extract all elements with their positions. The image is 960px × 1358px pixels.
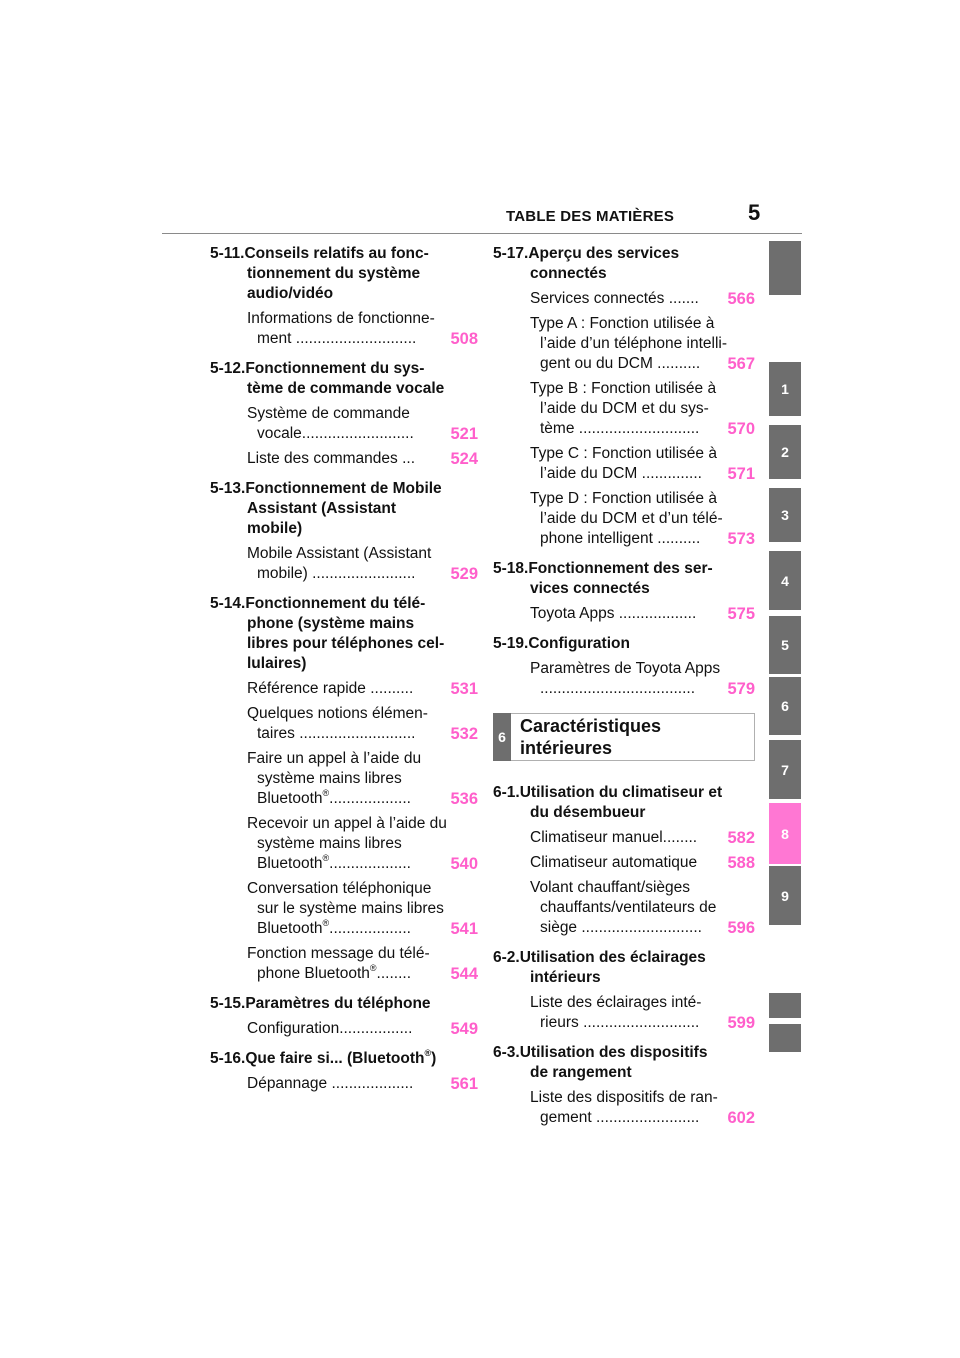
entry-text: Informations de fonctionne- (247, 310, 435, 327)
chapter-title-line: Caractéristiques (520, 716, 662, 736)
entry-text-line (530, 993, 755, 1013)
entry-text: Toyota Apps .................. (530, 605, 697, 622)
entry-text: Conversation téléphonique (247, 880, 432, 897)
page-reference-link[interactable]: 561 (450, 1075, 478, 1093)
entry-text: Services connectés ....... (530, 290, 699, 307)
entry-text: l’aide d’un téléphone intelli- (540, 335, 727, 352)
toc-entry[interactable] (210, 879, 478, 939)
entry-text: Recevoir un appel à l’aide du (247, 815, 447, 832)
entry-text: gement ........................ (540, 1109, 700, 1126)
entry-text: Dépannage ................... (247, 1075, 414, 1092)
entry-text-line (530, 604, 755, 624)
entry-text-line (530, 1088, 755, 1108)
entry-text-line (247, 704, 478, 724)
section-title-line: audio/vidéo (247, 285, 334, 302)
page-number: 5 (748, 200, 761, 225)
entry-text-line (247, 679, 478, 699)
toc-entry[interactable] (493, 379, 755, 439)
toc-entry[interactable] (210, 944, 478, 984)
toc-entry[interactable] (493, 853, 755, 873)
entry-text: Climatiseur manuel........ (530, 829, 698, 846)
entry-text-line (530, 314, 755, 334)
entry-text-line (247, 449, 478, 469)
entry-text: système mains libres (257, 835, 402, 852)
toc-section-heading[interactable] (493, 1043, 755, 1083)
header-divider (162, 233, 802, 234)
toc-entry[interactable] (210, 814, 478, 874)
toc-section-heading[interactable] (493, 783, 755, 823)
section-code: 5-14. (210, 595, 246, 612)
section-title-line: Fonctionnement du télé- (245, 595, 426, 612)
toc-entry[interactable] (493, 444, 755, 484)
page-reference-link[interactable]: 531 (450, 680, 478, 698)
chapter-number-tab: 6 (493, 713, 511, 761)
section-code: 5-11. (210, 245, 245, 262)
entry-text-line (530, 898, 755, 918)
entry-text: phone intelligent .......... (540, 530, 701, 547)
entry-text: Mobile Assistant (Assistant (247, 545, 432, 562)
section-code: 5-17. (493, 245, 529, 262)
chapter-tab-blank[interactable] (769, 1024, 801, 1052)
chapter-title (520, 715, 661, 759)
entry-text: Bluetooth (257, 855, 323, 872)
chapter-tab-5[interactable]: 5 (769, 616, 801, 674)
entry-text-line (530, 289, 755, 309)
chapter-heading-box[interactable] (493, 713, 755, 761)
entry-text: Climatiseur automatique (530, 854, 698, 871)
entry-text: ment ............................ (257, 330, 417, 347)
page-reference-link[interactable]: 573 (727, 530, 755, 548)
toc-section-heading[interactable] (210, 479, 478, 539)
toc-entry[interactable] (493, 993, 755, 1033)
entry-text-line (530, 853, 755, 873)
toc-entry[interactable] (210, 404, 478, 444)
entry-text-line (530, 464, 755, 484)
section-title-line: intérieurs (530, 969, 601, 986)
entry-text: taires ........................... (257, 725, 416, 742)
toc-entry[interactable] (210, 704, 478, 744)
section-code: 6-3. (493, 1044, 520, 1061)
page-reference-link[interactable]: 602 (727, 1109, 755, 1127)
toc-section-heading[interactable] (210, 994, 478, 1014)
entry-leader-dots: ................... (329, 855, 411, 872)
section-title-line: tionnement du système (247, 265, 421, 282)
page-reference-link[interactable]: 524 (450, 450, 478, 468)
entry-text-line (247, 329, 478, 349)
entry-text-line (530, 529, 755, 549)
toc-entry[interactable] (493, 659, 755, 699)
toc-entry[interactable] (493, 878, 755, 938)
toc-entry[interactable] (210, 309, 478, 349)
page-reference-link[interactable]: 566 (727, 290, 755, 308)
chapter-tab-9[interactable]: 9 (769, 866, 801, 925)
entry-text: Liste des éclairages inté- (530, 994, 702, 1011)
section-title-line: Fonctionnement du sys- (245, 360, 425, 377)
entry-text-line (247, 899, 478, 919)
toc-entry[interactable] (210, 679, 478, 699)
toc-entry[interactable] (493, 314, 755, 374)
entry-text: Liste des commandes ... (247, 450, 415, 467)
section-title-line: vices connectés (530, 580, 650, 597)
entry-text: Configuration................. (247, 1020, 413, 1037)
entry-text-line (247, 879, 478, 899)
toc-section-heading[interactable] (210, 359, 478, 399)
section-title-line: Conseils relatifs au fonc- (244, 245, 429, 262)
chapter-tab-blank[interactable] (769, 993, 801, 1018)
page-reference-link[interactable]: 571 (727, 465, 755, 483)
entry-text: l’aide du DCM .............. (540, 465, 702, 482)
section-title-line: de rangement (530, 1064, 632, 1081)
page-reference-link[interactable]: 521 (450, 425, 478, 443)
chapter-title-line: intérieures (520, 738, 613, 758)
section-title-line: Assistant (Assistant (247, 500, 397, 517)
entry-text: mobile) ........................ (257, 565, 416, 582)
chapter-tab-8[interactable]: 8 (769, 803, 801, 864)
page-reference-link[interactable]: 599 (727, 1014, 755, 1032)
section-code: 5-13. (210, 480, 246, 497)
section-title-line: Que faire si... (Bluetooth (245, 1050, 425, 1067)
entry-text-line (247, 814, 478, 834)
chapter-tab-7[interactable]: 7 (769, 740, 801, 799)
entry-text: Fonction message du télé- (247, 945, 430, 962)
toc-section-heading[interactable] (210, 1049, 478, 1069)
entry-text-line (530, 379, 755, 399)
toc-entry[interactable] (210, 449, 478, 469)
toc-entry[interactable] (493, 604, 755, 624)
page-reference-link[interactable]: 596 (727, 919, 755, 937)
toc-entry[interactable] (493, 289, 755, 309)
page-reference-link[interactable]: 570 (727, 420, 755, 438)
entry-text-line (530, 354, 755, 374)
entry-text: Type D : Fonction utilisée à (530, 490, 717, 507)
entry-text-line (530, 878, 755, 898)
entry-text-line (530, 679, 755, 699)
registered-mark: ® (322, 788, 330, 798)
entry-leader-dots: ........ (376, 965, 411, 982)
page-reference-link[interactable]: 575 (727, 605, 755, 623)
entry-text: Type A : Fonction utilisée à (530, 315, 715, 332)
section-title-line: Configuration (528, 635, 630, 652)
chapter-tab-blank[interactable] (769, 241, 801, 295)
entry-text: Bluetooth (257, 920, 323, 937)
entry-text: phone Bluetooth (257, 965, 370, 982)
registered-mark: ® (369, 963, 377, 973)
chapter-tab-4[interactable]: 4 (769, 551, 801, 610)
entry-text: l’aide du DCM et du sys- (540, 400, 709, 417)
registered-mark: ® (424, 1048, 432, 1058)
entry-text: sur le système mains libres (257, 900, 444, 917)
section-title-line: mobile) (247, 520, 303, 537)
section-title-line: Utilisation du climatiseur et (519, 784, 723, 801)
section-title-line: Fonctionnement de Mobile (245, 480, 442, 497)
page-reference-link[interactable]: 536 (450, 790, 478, 808)
entry-text-line (530, 444, 755, 464)
section-title-line: Utilisation des éclairages (519, 949, 706, 966)
entry-text-line (247, 424, 478, 444)
entry-text: siège ............................ (540, 919, 702, 936)
entry-leader-dots: ................... (329, 920, 411, 937)
entry-text: Référence rapide .......... (247, 680, 414, 697)
section-title-line: tème de commande vocale (247, 380, 445, 397)
section-title-line: du désembueur (530, 804, 646, 821)
section-code: 5-18. (493, 560, 529, 577)
section-title-line: Aperçu des services (528, 245, 680, 262)
entry-leader-dots: ................... (329, 790, 411, 807)
page-reference-link[interactable]: 529 (450, 565, 478, 583)
entry-text-line (247, 769, 478, 789)
entry-text: Bluetooth (257, 790, 323, 807)
toc-right-column (493, 244, 755, 1128)
section-title-tail: ) (431, 1050, 437, 1067)
entry-text-line (530, 1013, 755, 1033)
entry-text-line (530, 828, 755, 848)
toc-section-heading[interactable] (493, 634, 755, 654)
section-title-line: phone (système mains (247, 615, 415, 632)
page-reference-link[interactable]: 541 (450, 920, 478, 938)
entry-text-line (247, 1074, 478, 1094)
entry-text: Système de commande (247, 405, 410, 422)
entry-text-line (247, 919, 478, 939)
entry-text: Faire un appel à l’aide du (247, 750, 422, 767)
section-title-line: Fonctionnement des ser- (528, 560, 713, 577)
entry-text-line (247, 854, 478, 874)
entry-text: Liste des dispositifs de ran- (530, 1089, 718, 1106)
toc-entry[interactable] (210, 1019, 478, 1039)
section-title-line: Utilisation des dispositifs (519, 1044, 708, 1061)
toc-left-column (210, 244, 478, 1094)
chapter-tab-1[interactable]: 1 (769, 362, 801, 416)
section-code: 5-12. (210, 360, 246, 377)
entry-text: tème ............................ (540, 420, 700, 437)
section-code: 5-16. (210, 1050, 246, 1067)
entry-text-line (530, 489, 755, 509)
entry-text: l’aide du DCM et d’un télé- (540, 510, 723, 527)
page-reference-link[interactable]: 532 (450, 725, 478, 743)
toc-entry[interactable] (210, 749, 478, 809)
section-title-line: lulaires) (247, 655, 307, 672)
entry-text-line (530, 1108, 755, 1128)
entry-text-line (247, 964, 478, 984)
entry-text: Type C : Fonction utilisée à (530, 445, 717, 462)
section-code: 6-1. (493, 784, 520, 801)
header-title: TABLE DES MATIÈRES (506, 208, 675, 225)
entry-text: chauffants/ventilateurs de (540, 899, 717, 916)
entry-text-line (530, 918, 755, 938)
entry-text-line (247, 724, 478, 744)
entry-text-line (247, 789, 478, 809)
entry-text-line (247, 944, 478, 964)
entry-text: système mains libres (257, 770, 402, 787)
entry-text-line (530, 659, 755, 679)
entry-text-line (530, 509, 755, 529)
entry-text: rieurs ........................... (540, 1014, 700, 1031)
toc-entry[interactable] (210, 1074, 478, 1094)
section-title-line: connectés (530, 265, 607, 282)
toc-section-heading[interactable] (210, 244, 478, 304)
chapter-tab-3[interactable]: 3 (769, 488, 801, 542)
toc-entry[interactable] (493, 828, 755, 848)
entry-text-line (530, 399, 755, 419)
entry-text-line (247, 749, 478, 769)
entry-text-line (247, 834, 478, 854)
entry-text-line (247, 404, 478, 424)
entry-text: Paramètres de Toyota Apps (530, 660, 721, 677)
section-code: 5-15. (210, 995, 246, 1012)
toc-section-heading[interactable] (493, 244, 755, 284)
page-reference-link[interactable]: 508 (450, 330, 478, 348)
entry-text-line (530, 334, 755, 354)
entry-text: Quelques notions élémen- (247, 705, 428, 722)
page-reference-link[interactable]: 579 (727, 680, 755, 698)
section-title-line: libres pour téléphones cel- (247, 635, 445, 652)
page-reference-link[interactable]: 540 (450, 855, 478, 873)
page-reference-link[interactable]: 549 (450, 1020, 478, 1038)
toc-entry[interactable] (493, 1088, 755, 1128)
entry-text-line (247, 309, 478, 329)
toc-section-heading[interactable] (493, 559, 755, 599)
entry-text-line (530, 419, 755, 439)
toc-entry[interactable] (493, 489, 755, 549)
entry-text-line (247, 1019, 478, 1039)
section-title-line: Paramètres du téléphone (245, 995, 431, 1012)
toc-entry[interactable] (210, 544, 478, 584)
toc-section-heading[interactable] (210, 594, 478, 674)
chapter-tab-2[interactable]: 2 (769, 425, 801, 479)
entry-text: gent ou du DCM .......... (540, 355, 701, 372)
section-code: 6-2. (493, 949, 520, 966)
entry-text-line (247, 564, 478, 584)
page-reference-link[interactable]: 582 (727, 829, 755, 847)
page-reference-link[interactable]: 544 (450, 965, 478, 983)
entry-text: vocale.......................... (257, 425, 414, 442)
page-reference-link[interactable]: 567 (727, 355, 755, 373)
registered-mark: ® (322, 918, 330, 928)
page-reference-link[interactable]: 588 (727, 854, 755, 872)
entry-text: Volant chauffant/sièges (530, 879, 691, 896)
toc-section-heading[interactable] (493, 948, 755, 988)
entry-text-line (247, 544, 478, 564)
entry-text: Type B : Fonction utilisée à (530, 380, 717, 397)
registered-mark: ® (322, 853, 330, 863)
entry-text: .................................... (540, 680, 696, 697)
section-code: 5-19. (493, 635, 529, 652)
chapter-tab-6[interactable]: 6 (769, 677, 801, 735)
